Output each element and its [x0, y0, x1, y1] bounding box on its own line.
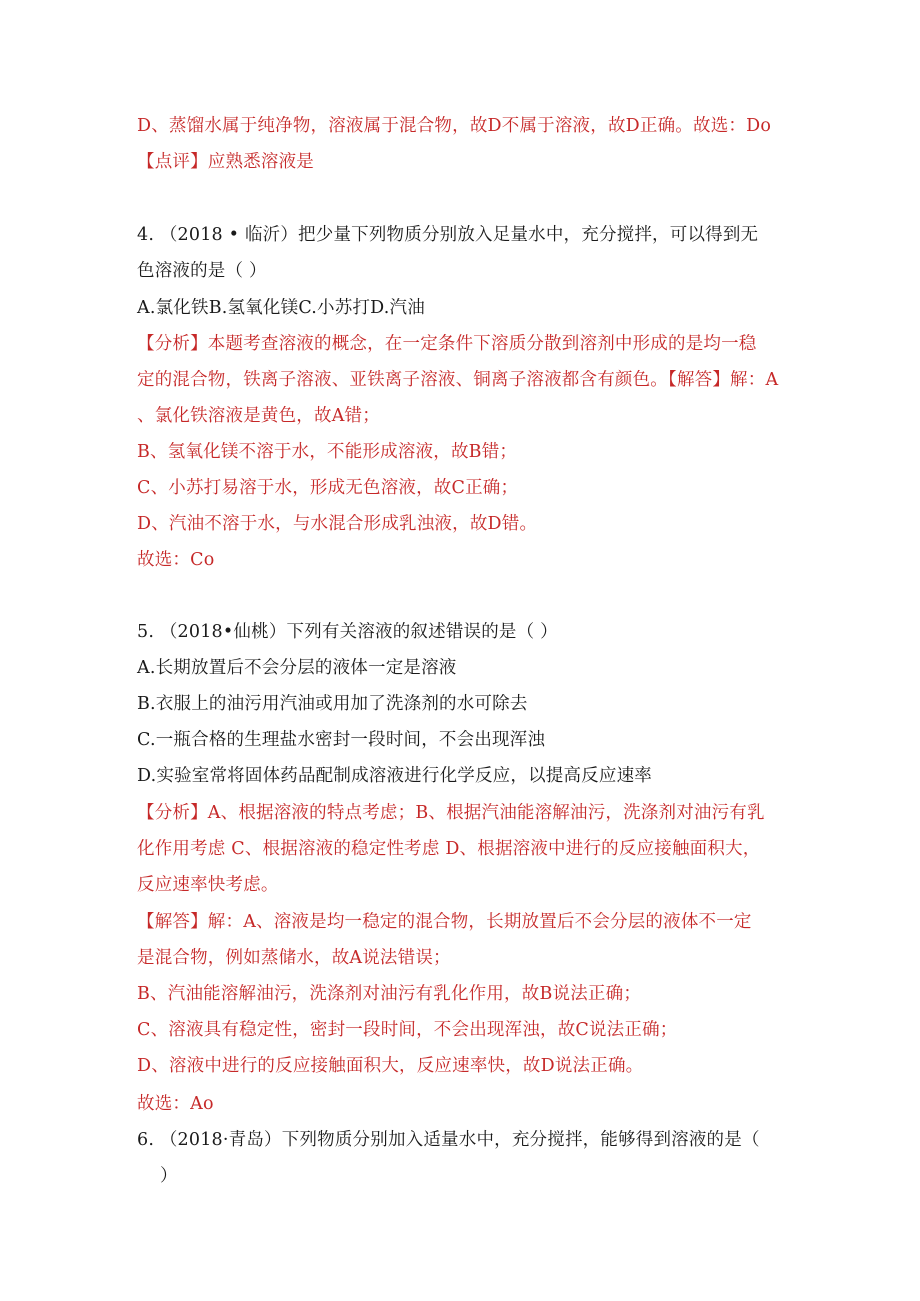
q5-option-a: A.长期放置后不会分层的液体一定是溶液: [137, 658, 457, 678]
q4-stem-line1: 4. （2018 • 临沂）把少量下列物质分别放入足量水中，充分搅拌，可以得到无: [137, 225, 759, 245]
q5-solution-line1: 【解答】解：A、溶液是均一稳定的混合物，长期放置后不会分层的液体不一定: [137, 912, 752, 932]
q5-analysis-line3: 反应速率快考虑。: [137, 875, 279, 895]
q6-stem-line2: ）: [160, 1166, 178, 1186]
q4-analysis-line3: 、氯化铁溶液是黄色，故A错；: [137, 406, 380, 426]
q5-option-d: D.实验室常将固体药品配制成溶液进行化学反应，以提高反应速率: [137, 766, 652, 786]
q5-stem: 5. （2018•仙桃）下列有关溶液的叙述错误的是（ ）: [137, 622, 558, 642]
q5-option-b: B.衣服上的油污用汽油或用加了洗涤剂的水可除去: [137, 694, 528, 714]
q6-stem-line1: 6. （2018·青岛）下列物质分别加入适量水中，充分搅拌，能够得到溶液的是（: [137, 1130, 760, 1150]
q4-analysis-line1: 【分析】本题考查溶液的概念，在一定条件下溶质分散到溶剂中形成的是均一稳: [137, 334, 757, 354]
q5-solution-line2: 是混合物，例如蒸储水，故A说法错误；: [137, 948, 451, 968]
q4-solution-c: C、小苏打易溶于水，形成无色溶液，故C正确；: [137, 478, 519, 498]
q4-solution-b: B、氢氧化镁不溶于水，不能形成溶液，故B错；: [137, 442, 518, 462]
q3-comment: 【点评】应熟悉溶液是: [137, 152, 314, 172]
q5-option-c: C.一瓶合格的生理盐水密封一段时间，不会出现浑浊: [137, 730, 546, 750]
q4-solution-d: D、汽油不溶于水，与水混合形成乳浊液，故D错。: [137, 514, 538, 534]
q4-answer: 故选：Co: [137, 550, 215, 570]
q5-solution-b: B、汽油能溶解油污，洗涤剂对油污有乳化作用，故B说法正确；: [137, 984, 642, 1004]
q5-analysis-line2: 化作用考虑 C、根据溶液的稳定性考虑 D、根据溶液中进行的反应接触面积大，: [137, 839, 761, 859]
q5-solution-d: D、溶液中进行的反应接触面积大，反应速率快，故D说法正确。: [137, 1056, 644, 1076]
q3-option-d-explanation: D、蒸馏水属于纯净物，溶液属于混合物，故D不属于溶液，故D正确。故选：Do: [137, 116, 772, 136]
q4-analysis-line2: 定的混合物，铁离子溶液、亚铁离子溶液、铜离子溶液都含有颜色。【解答】解：A: [137, 370, 779, 390]
q4-stem-line2: 色溶液的是（ ）: [137, 261, 267, 281]
q4-options: A.氯化铁B.氢氧化镁C.小苏打D.汽油: [137, 298, 425, 318]
q5-solution-c: C、溶液具有稳定性，密封一段时间，不会出现浑浊，故C说法正确；: [137, 1020, 678, 1040]
q5-analysis-line1: 【分析】A、根据溶液的特点考虑；B、根据汽油能溶解油污，洗涤剂对油污有乳: [137, 803, 765, 823]
q5-answer: 故选：Ao: [137, 1094, 214, 1114]
